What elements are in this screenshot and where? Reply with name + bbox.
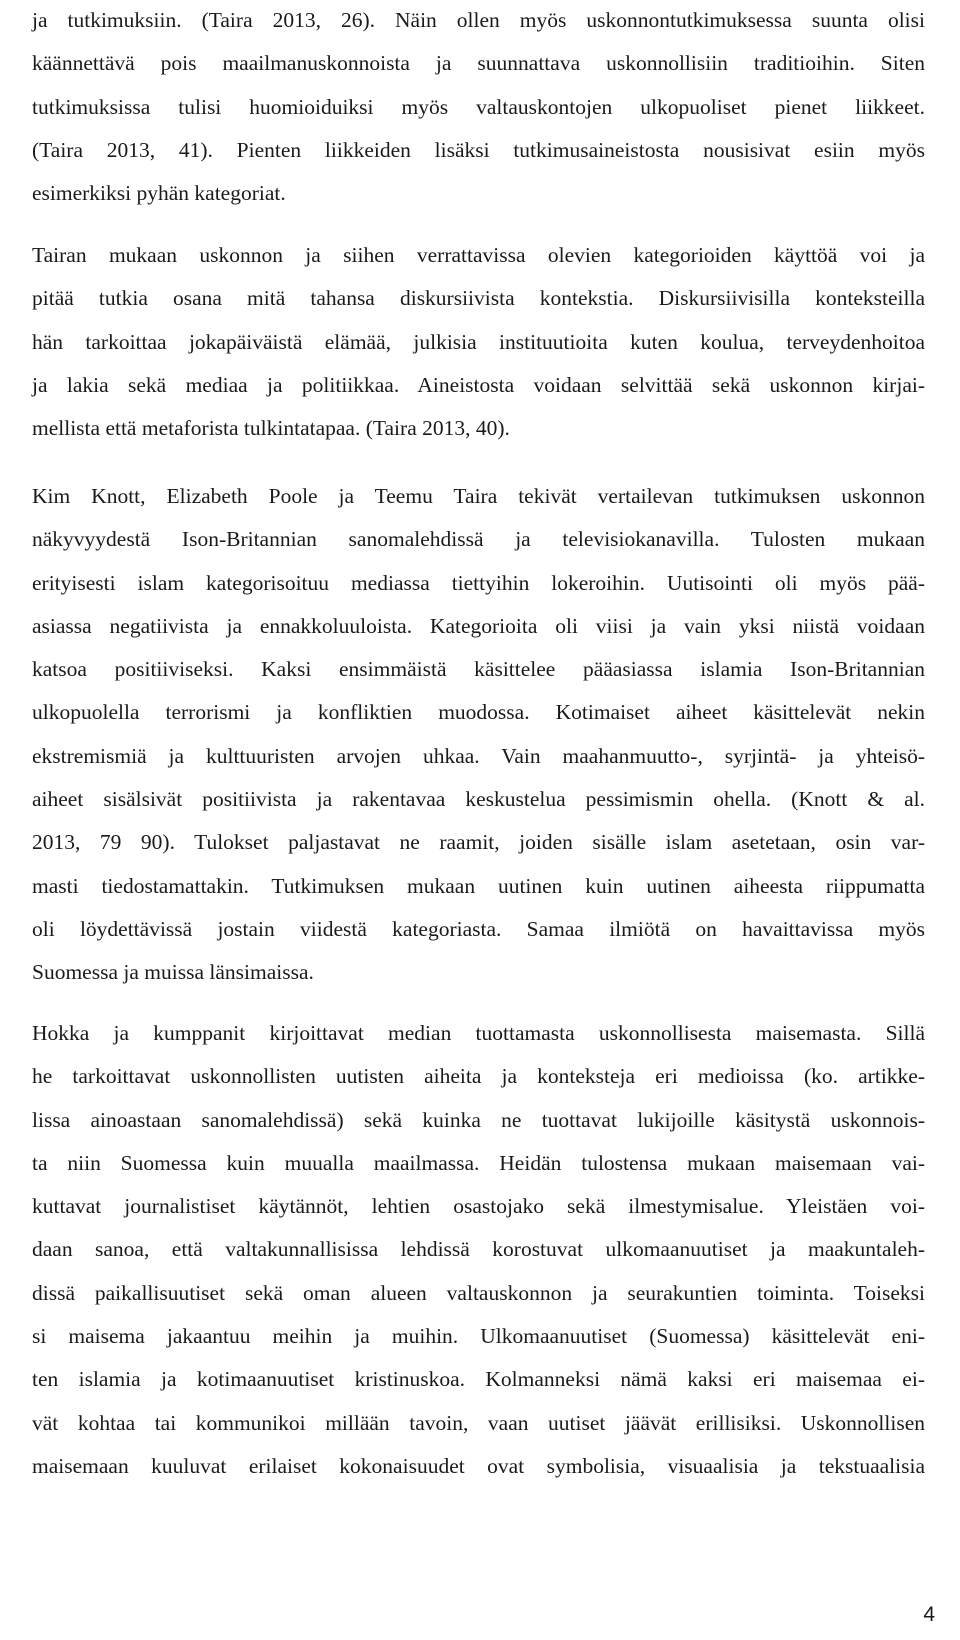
text-line: ta niin Suomessa kuin muualla maailmassa. Heidän tulostensa mukaan maisemaan vai- <box>32 1150 925 1175</box>
text-line: (Taira 2013, 41). Pienten liikkeiden lisäksi tutkimusaineistosta nousisivat esiin myös <box>32 137 925 162</box>
text-line: tutkimuksissa tulisi huomioiduiksi myös valtauskontojen ulkopuoliset pienet liikkeet. <box>32 94 925 119</box>
text-line: oli löydettävissä jostain viidestä kategoriasta. Samaa ilmiötä on havaittavissa myös <box>32 916 925 941</box>
text-line: masti tiedostamattakin. Tutkimuksen mukaan uutinen kuin uutinen aiheesta riippumatta <box>32 873 925 898</box>
text-line: katsoa positiiviseksi. Kaksi ensimmäistä käsittelee pääasiassa islamia Ison-Britannian <box>32 657 925 682</box>
text-line: Hokka ja kumppanit kirjoittavat median tuottamasta uskonnollisesta maisemasta. Sillä <box>32 1021 925 1045</box>
text-line: daan sanoa, että valtakunnallisissa lehdissä korostuvat ulkomaanuutiset ja maakuntaleh- <box>32 1237 925 1262</box>
text-line: ten islamia ja kotimaanuutiset kristinuskoa. Kolmanneksi nämä kaksi eri maisemaa ei- <box>32 1367 925 1392</box>
text-line: näkyvyydestä Ison-Britannian sanomalehdissä ja televisiokanavilla. Tulosten mukaan <box>32 527 925 552</box>
text-line: he tarkoittavat uskonnollisten uutisten aiheita ja konteksteja eri medioissa (ko. artikke- <box>32 1064 925 1089</box>
text-line: ulkopuolella terrorismi ja konfliktien muodossa. Kotimaiset aiheet käsittelevät nekin <box>32 700 925 725</box>
text-line: ekstremismiä ja kulttuuristen arvojen uhkaa. Vain maahanmuutto-, syrjintä- ja yhteisö- <box>32 743 925 768</box>
text-line: Tairan mukaan uskonnon ja siihen verrattavissa olevien kategorioiden käyttöä voi ja <box>32 243 925 267</box>
text-line: lissa ainoastaan sanomalehdissä) sekä kuinka ne tuottavat lukijoille käsitystä uskonnois- <box>32 1107 925 1132</box>
text-line: maisemaan kuuluvat erilaiset kokonaisuudet ovat symbolisia, visuaalisia ja tekstuaalisia <box>32 1453 925 1478</box>
text-line: si maisema jakaantuu meihin ja muihin. Ulkomaanuutiset (Suomessa) käsittelevät eni- <box>32 1324 925 1349</box>
text-line: pitää tutkia osana mitä tahansa diskursiivista kontekstia. Diskursiivisilla konteksteilla <box>32 286 925 311</box>
text-line: mellista että metaforista tulkintatapaa. (Taira 2013, 40). <box>32 416 510 441</box>
text-line: dissä paikallisuutiset sekä oman alueen valtauskonnon ja seurakuntien toiminta. Toiseksi <box>32 1280 925 1305</box>
text-line: esimerkiksi pyhän kategoriat. <box>32 181 286 206</box>
text-line: ja tutkimuksiin. (Taira 2013, 26). Näin ollen myös uskonnontutkimuksessa suunta olisi <box>32 8 925 32</box>
text-line: käännettävä pois maailmanuskonnoista ja suunnattava uskonnollisiin traditioihin. Siten <box>32 51 925 76</box>
text-line: vät kohtaa tai kommunikoi millään tavoin, vaan uutiset jäävät erillisiksi. Uskonnollisen <box>32 1410 925 1435</box>
text-line: asiassa negatiivista ja ennakkoluuloista. Kategorioita oli viisi ja vain yksi niistä voidaan <box>32 613 925 638</box>
paragraph-2 <box>32 234 925 450</box>
page-number: 4 <box>923 1603 935 1626</box>
paragraph-3 <box>32 475 925 995</box>
text-line: ja lakia sekä mediaa ja politiikkaa. Aineistosta voidaan selvittää sekä uskonnon kirjai- <box>32 372 925 397</box>
text-line: kuttavat journalistiset käytännöt, lehtien osastojako sekä ilmestymisalue. Yleistäen voi- <box>32 1194 925 1219</box>
paragraph-4 <box>32 1012 925 1488</box>
text-line: aiheet sisälsivät positiivista ja rakentavaa keskustelua pessimismin ohella. (Knott & al. <box>32 787 925 812</box>
text-line: Suomessa ja muissa länsimaissa. <box>32 960 314 985</box>
text-line: erityisesti islam kategorisoituu mediassa tiettyihin lokeroihin. Uutisointi oli myös pää- <box>32 570 925 595</box>
paragraph-1 <box>32 0 925 215</box>
text-line: hän tarkoittaa jokapäiväistä elämää, julkisia instituutioita kuten koulua, terveydenhoitoa <box>32 329 925 354</box>
text-line: 2013, 79 90). Tulokset paljastavat ne raamit, joiden sisälle islam asetetaan, osin var- <box>32 830 925 855</box>
text-line: Kim Knott, Elizabeth Poole ja Teemu Taira tekivät vertailevan tutkimuksen uskonnon <box>32 484 925 508</box>
